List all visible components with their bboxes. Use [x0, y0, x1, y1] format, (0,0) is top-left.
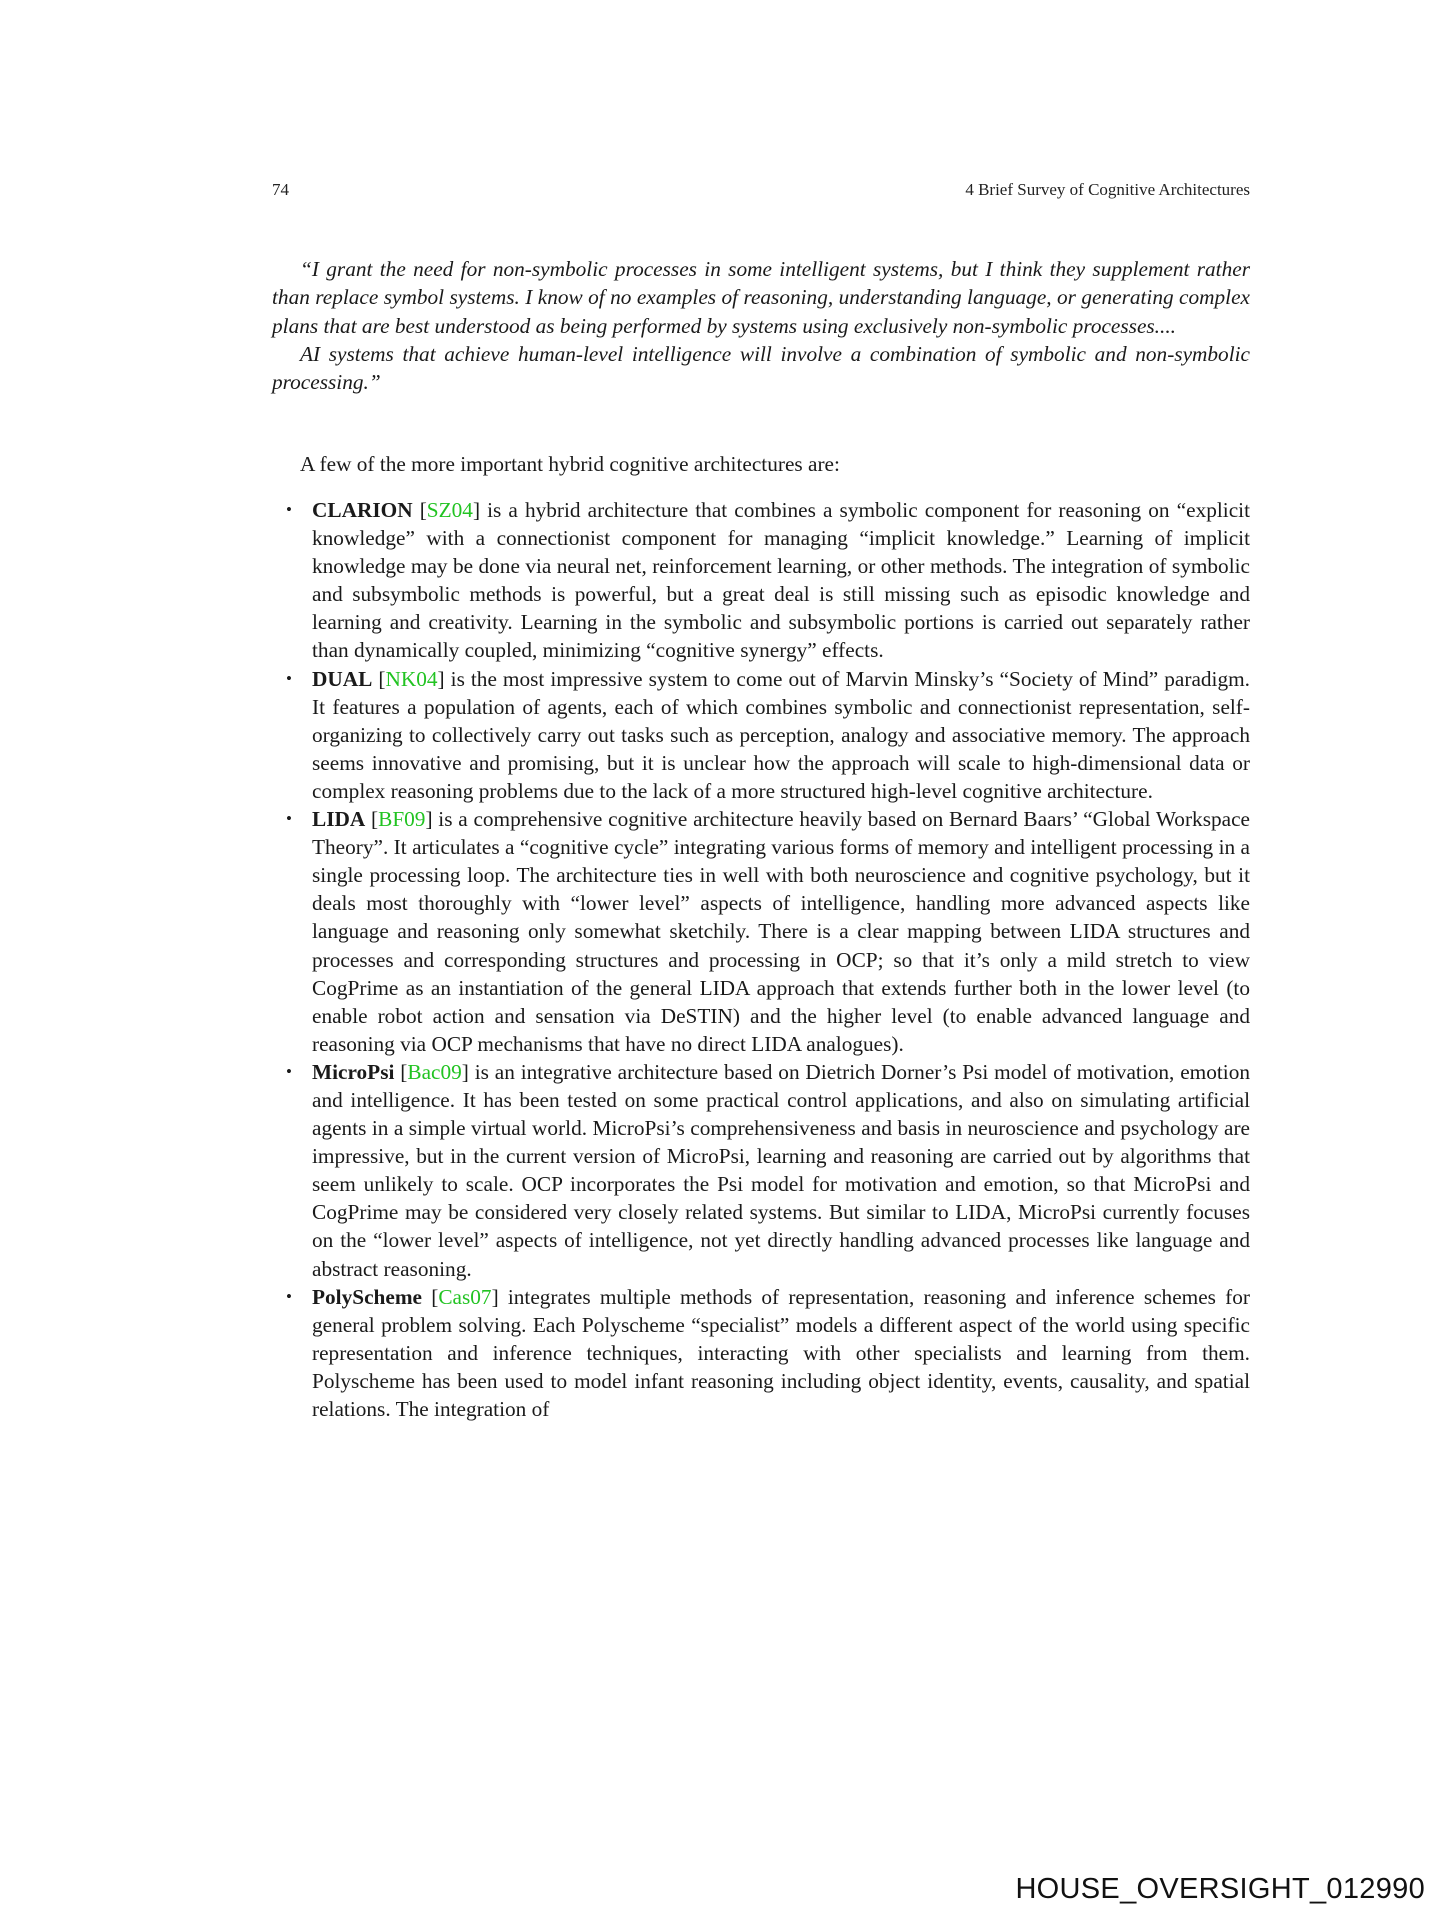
list-item-micropsi: • MicroPsi [Bac09] is an integrative architecture based on Dietrich Dorner’s Psi model of motivation, emotion and intelligence. It has been tested on some practical control applications, and also on simulating artificial agents in a simple virtual world. MicroPsi’s comprehensiveness and basis in neuroscience and psychology are impressive, but in the current version of MicroPsi, learning and reasoning are carried out by algorithms that seem unlikely to scale. OCP incorporates the Psi model for motivation and emotion, so that MicroPsi and CogPrime may be considered very closely related systems. But similar to LIDA, MicroPsi currently focuses on the “lower level” aspects of intelligence, not yet directly handling advanced processes like language and abstract reasoning. — [286, 1059, 1251, 1281]
list-item-clarion: • CLARION [SZ04] is a hybrid architecture that combines a symbolic component for reasoning on “explicit knowledge” with a connectionist component for managing “implicit knowledge.” Learning of implicit knowledge may be done via neural net, reinforcement learning, or other methods. The integration of symbolic and subsymbolic methods is powerful, but a great deal is still missing such as episodic knowledge and learning and creativity. Learning in the symbolic and subsymbolic portions is carried out separately rather than dynamically coupled, minimizing “cognitive synergy” effects. — [286, 498, 1250, 663]
architecture-description: is an integrative architecture based on Dietrich Dorner’s Psi model of motivation, emotion and intelligence. It has been tested on some practical control applications, and also on simulating artificial agents in a simple virtual world. MicroPsi’s comprehensiveness and basis in neuroscience and psychology are impressive, but in the current version of MicroPsi, learning and reasoning are carried out by algorithms that seem unlikely to scale. OCP incorporates the Psi model for motivation and emotion, so that MicroPsi and CogPrime may be considered very closely related systems. But similar to LIDA, MicroPsi currently focuses on the “lower level” aspects of intelligence, not yet directly handling advanced processes like language and abstract reasoning. — [312, 1059, 1251, 1281]
architecture-name: DUAL — [312, 666, 373, 691]
architecture-name: PolyScheme — [312, 1284, 423, 1309]
architecture-name: LIDA — [312, 807, 366, 832]
list-item-dual: • DUAL [NK04] is the most impressive system to come out of Marvin Minsky’s “Society of Mind” paradigm. It features a population of agents, each of which combines symbolic and connectionist representation, self-organizing to collectively carry out tasks such as perception, analogy and associative memory. The approach seems innovative and promising, but it is unclear how the approach will scale to high-dimensional data or complex reasoning problems due to the lack of a more structured high-level cognitive architecture. — [286, 666, 1251, 803]
quote-paragraph: “I grant the need for non-symbolic processes in some intelligent systems, but I think they supplement rather than replace symbol systems. I know of no examples of reasoning, understanding language, or generating complex plans that are best understood as being performed by systems using exclusively non-symbolic processes.... — [272, 257, 1250, 338]
citation-link[interactable]: NK04 — [385, 666, 438, 691]
architecture-list — [272, 496, 1250, 1423]
citation-link[interactable]: Bac09 — [407, 1059, 462, 1084]
bullet-icon: • — [286, 1286, 292, 1306]
list-item-polyscheme: • PolyScheme [Cas07] integrates multiple methods of representation, reasoning and inference schemes for general problem solving. Each Polyscheme “specialist” models a different aspect of the world using specific representation and inference techniques, interacting with other specialists and learning from them. Polyscheme has been used to model infant reasoning including object identity, events, causality, and spatial relations. The integration of — [286, 1284, 1250, 1421]
architecture-name: MicroPsi — [312, 1059, 395, 1084]
block-quote — [272, 255, 1250, 396]
page-number: 74 — [272, 180, 289, 199]
chapter-title: 4 Brief Survey of Cognitive Architectures — [965, 180, 1250, 199]
citation-link[interactable]: BF09 — [378, 807, 426, 832]
bullet-icon: • — [286, 1061, 292, 1081]
architecture-description: integrates multiple methods of representation, reasoning and inference schemes for general problem solving. Each Polyscheme “specialist” models a different aspect of the world using specific representation and inference techniques, interacting with other specialists and learning from them. Polyscheme has been used to model infant reasoning including object identity, events, causality, and spatial relations. The integration of — [312, 1284, 1250, 1421]
citation-link[interactable]: Cas07 — [438, 1284, 492, 1309]
list-item-lida: • LIDA [BF09] is a comprehensive cognitive architecture heavily based on Bernard Baars’ “Global Workspace Theory”. It articulates a “cognitive cycle” integrating various forms of memory and intelligent processing in a single processing loop. The architecture ties in well with both neuroscience and cognitive psychology, but it deals most thoroughly with “lower level” aspects of intelligence, handling more advanced aspects like language and reasoning only somewhat sketchily. There is a clear mapping between LIDA structures and processes and corresponding structures and processing in OCP; so that it’s only a mild stretch to view CogPrime as an instantiation of the general LIDA approach that extends further both in the lower level (to enable robot action and sensation via DeSTIN) and the higher level (to enable advanced language and reasoning via OCP mechanisms that have no direct LIDA analogues). — [286, 807, 1250, 1056]
intro-sentence: A few of the more important hybrid cognitive architectures are: — [300, 452, 840, 476]
bullet-icon: • — [286, 668, 292, 688]
architecture-description: is the most impressive system to come out of Marvin Minsky’s “Society of Mind” paradigm. It features a population of agents, each of which combines symbolic and connectionist representation, self-organizing to collectively carry out tasks such as perception, analogy and associative memory. The approach seems innovative and promising, but it is unclear how the approach will scale to high-dimensional data or complex reasoning problems due to the lack of a more structured high-level cognitive architecture. — [312, 666, 1251, 803]
architecture-description: is a hybrid architecture that combines a symbolic component for reasoning on “explicit knowledge” with a connectionist component for managing “implicit knowledge.” Learning of implicit knowledge may be done via neural net, reinforcement learning, or other methods. The integration of symbolic and subsymbolic methods is powerful, but a great deal is still missing such as episodic knowledge and learning and creativity. Learning in the symbolic and subsymbolic portions is carried out separately rather than dynamically coupled, minimizing “cognitive synergy” effects. — [312, 498, 1250, 663]
quote-paragraph: AI systems that achieve human-level intelligence will involve a combination of symbolic and non-symbolic processing.” — [272, 341, 1250, 395]
bullet-icon: • — [286, 500, 292, 519]
architecture-name: CLARION — [312, 498, 413, 522]
citation-link[interactable]: SZ04 — [426, 498, 473, 522]
architecture-description: is a comprehensive cognitive architecture heavily based on Bernard Baars’ “Global Workspace Theory”. It articulates a “cognitive cycle” integrating various forms of memory and intelligent processing in a single processing loop. The architecture ties in well with both neuroscience and cognitive psychology, but it deals most thoroughly with “lower level” aspects of intelligence, handling more advanced aspects like language and reasoning only somewhat sketchily. There is a clear mapping between LIDA structures and processes and corresponding structures and processing in OCP; so that it’s only a mild stretch to view CogPrime as an instantiation of the general LIDA approach that extends further both in the lower level (to enable robot action and sensation via DeSTIN) and the higher level (to enable advanced language and reasoning via OCP mechanisms that have no direct LIDA analogues). — [312, 807, 1250, 1056]
bates-stamp: HOUSE_OVERSIGHT_012990 — [1015, 1873, 1425, 1905]
bullet-icon: • — [286, 809, 292, 829]
